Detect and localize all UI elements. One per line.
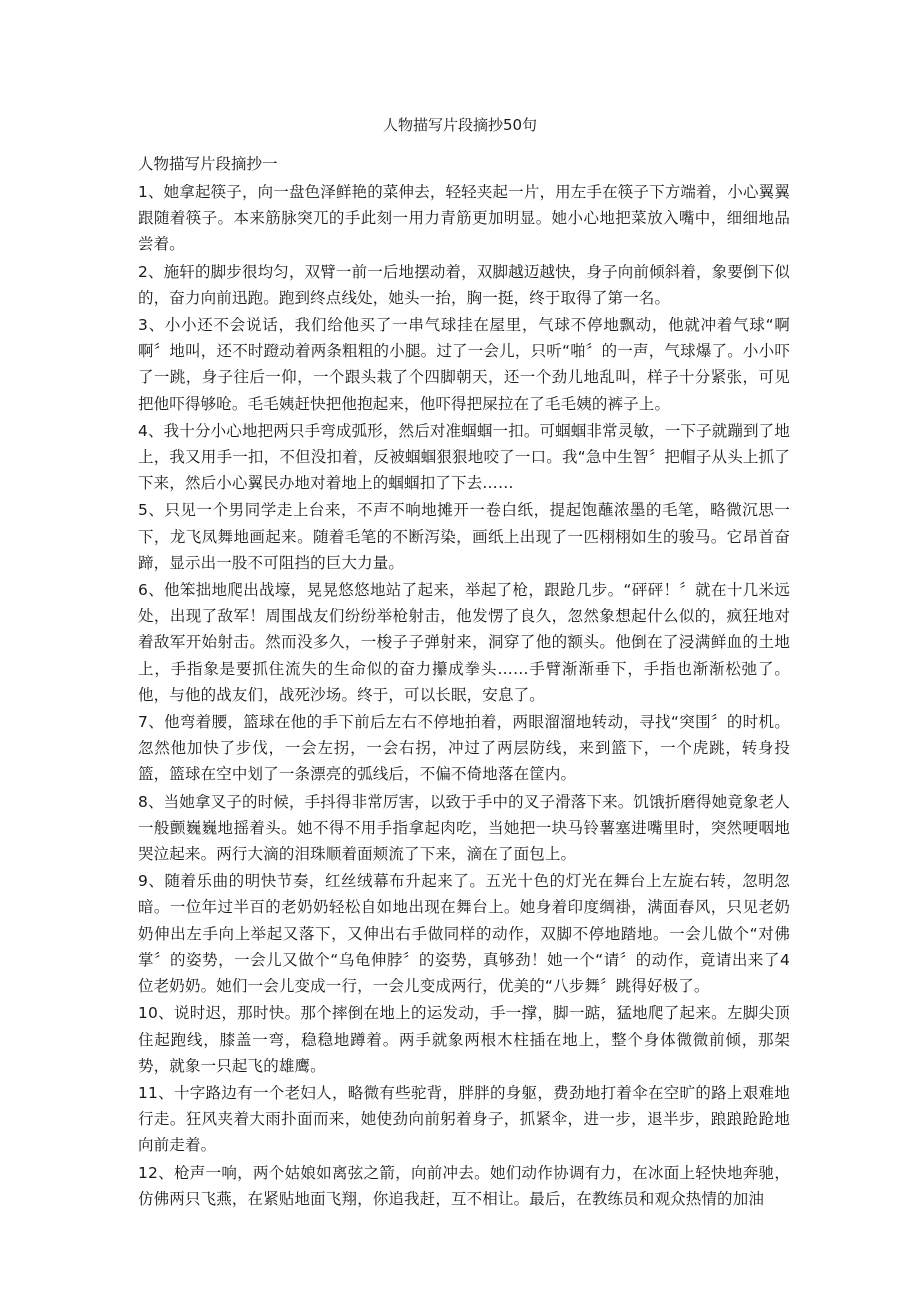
- paragraph-2: 2、施轩的脚步很均匀，双臂一前一后地摆动着，双脚越迈越快，身子向前倾斜着，象要倒下似的，奋力向前迅跑。跑到终点线处，她头一抬，胸一挺，终于取得了第一名。: [138, 262, 790, 307]
- paragraph-3: 3、小小还不会说话，我们给他买了一串气球挂在屋里，气球不停地飘动，他就冲着气球“啊啊〞地叫，还不时蹬动着两条粗粗的小腿。过了一会儿，只听“啪〞的一声，气球爆了。小小吓了一跳，身子往后一仰，一个跟头栽了个四脚朝天，还一个劲儿地乱叫，样子十分紧张，可见把他吓得够呛。毛毛姨赶快把他抱起来，他吓得把屎拉在了毛毛姨的裤子上。: [138, 316, 790, 413]
- paragraph-4: 4、我十分小心地把两只手弯成弧形，然后对准蝈蝈一扣。可蝈蝈非常灵敏，一下子就蹦到了地上，我又用手一扣，不但没扣着，反被蝈蝈狠狠地咬了一口。我“急中生智〞把帽子从头上抓了下来，然后小心翼民办地对着地上的蝈蝈扣了下去……: [138, 421, 790, 493]
- paragraph-12: 12、枪声一响，两个姑娘如离弦之箭，向前冲去。她们动作协调有力，在冰面上轻快地奔驰，仿佛两只飞燕，在紧贴地面飞翔，你追我赶，互不相让。最后，在教练员和观众热情的加油: [138, 1163, 790, 1208]
- paragraph-11: 11、十字路边有一个老妇人，略微有些驼背，胖胖的身躯，费劲地打着伞在空旷的路上艰难地行走。狂风夹着大雨扑面而来，她使劲向前躬着身子，抓紧伞，进一步，退半步，踉踉跄跄地向前走着。: [138, 1083, 790, 1155]
- paragraph-5: 5、只见一个男同学走上台来，不声不响地摊开一卷白纸，提起饱蘸浓墨的毛笔，略微沉思一下，龙飞凤舞地画起来。随着毛笔的不断泻染，画纸上出现了一匹栩栩如生的骏马。它昂首奋蹄，显示出一股不可阻挡的巨大力量。: [138, 501, 790, 572]
- document-title: 人物描写片段摘抄50句: [382, 116, 538, 134]
- paragraph-10: 10、说时迟，那时快。那个摔倒在地上的运发动，手一撑，脚一踮，猛地爬了起来。左脚尖顶住起跑线，膝盖一弯，稳稳地蹲着。两手就象两根木柱插在地上，整个身体微微前倾，那架势，就象一只起飞的雄鹰。: [138, 1004, 790, 1075]
- paragraph-8: 8、当她拿叉子的时候，手抖得非常厉害，以致于手中的叉子滑落下来。饥饿折磨得她竟象老人一般颤巍巍地摇着头。她不得不用手指拿起肉吃，当她把一块马铃薯塞进嘴里时，突然哽咽地哭泣起来。两行大滴的泪珠顺着面颊流了下来，滴在了面包上。: [138, 792, 790, 864]
- section-heading: 人物描写片段摘抄一: [138, 155, 278, 173]
- paragraph-9: 9、随着乐曲的明快节奏，红丝绒幕布升起来了。五光十色的灯光在舞台上左旋右转，忽明忽暗。一位年过半百的老奶奶轻松自如地出现在舞台上。她身着印度绸褂，满面春风，只见老奶奶伸出左手向上举起又落下，又伸出右手做同样的动作，双脚不停地踏地。一会儿做个“对佛掌〞的姿势，一会儿又做个“乌龟伸脖〞的姿势，真够劲！她一个“请〞的动作，竟请出来了4位老奶奶。她们一会儿变成一行，一会儿变成两行，优美的“八步舞〞跳得好极了。: [138, 872, 790, 996]
- paragraph-7: 7、他弯着腰，篮球在他的手下前后左右不停地拍着，两眼溜溜地转动，寻找“突围〞的时机。忽然他加快了步伐，一会左拐，一会右拐，冲过了两层防线，来到篮下，一个虎跳，转身投篮，篮球在空中划了一条漂亮的弧线后，不偏不倚地落在筐内。: [138, 713, 790, 784]
- paragraph-1: 1、她拿起筷子，向一盘色泽鲜艳的菜伸去，轻轻夹起一片，用左手在筷子下方端着，小心翼翼跟随着筷子。本来筋脉突兀的手此刻一用力青筋更加明显。她小心地把菜放入嘴中，细细地品尝着。: [138, 183, 790, 254]
- paragraph-6: 6、他笨拙地爬出战壕，晃晃悠悠地站了起来，举起了枪，跟跄几步。“砰砰！〞就在十几米远处，出现了敌军！周围战友们纷纷举枪射击，他发愣了良久，忽然象想起什么似的，疯狂地对着敌军开始射击。然而没多久，一梭子子弹射来，洞穿了他的额头。他倒在了浸满鲜血的土地上，手指象是要抓住流失的生命似的奋力攥成拳头……手臂渐渐垂下，手指也渐渐松弛了。他，与他的战友们，战死沙场。终于，可以长眠，安息了。: [138, 581, 790, 704]
- document-body: [138, 151, 790, 1213]
